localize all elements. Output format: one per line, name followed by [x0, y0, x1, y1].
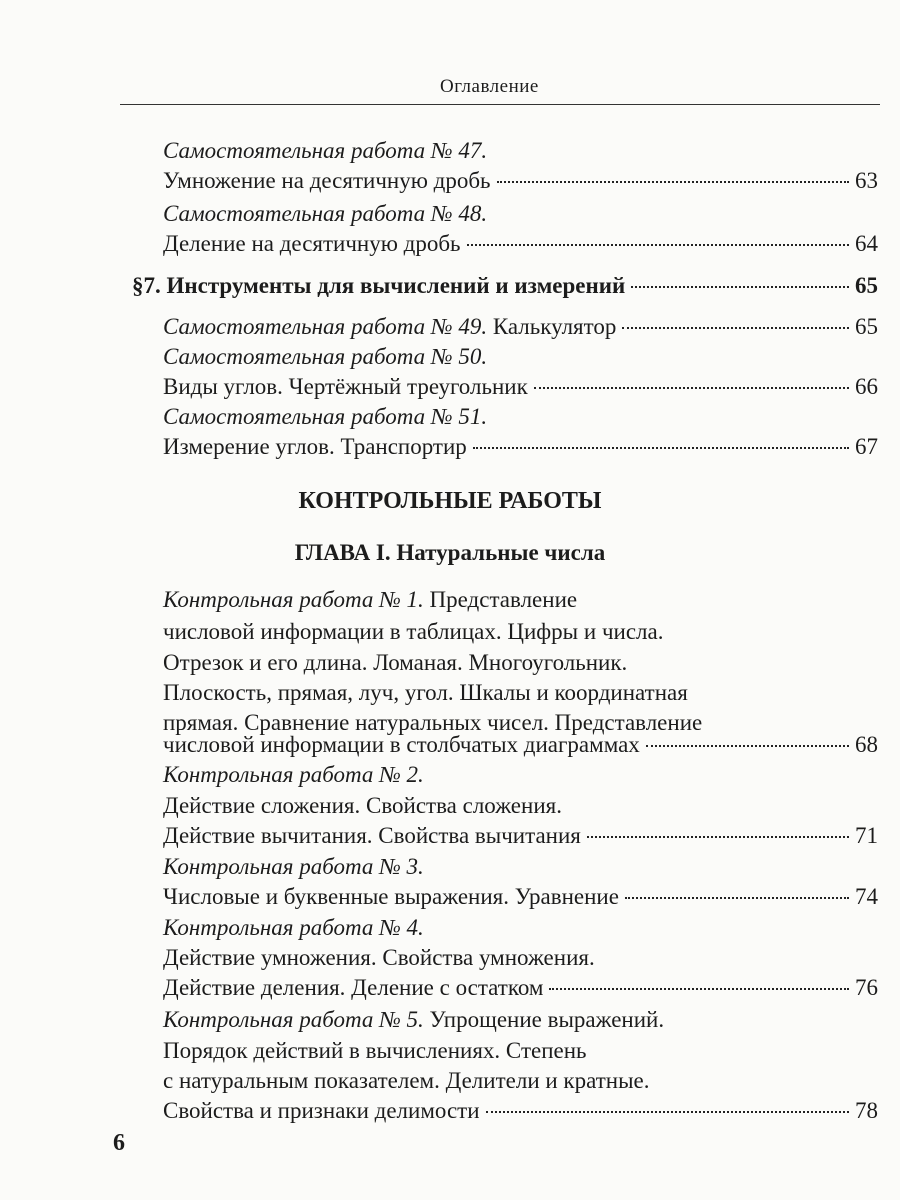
toc-entry-title: Действие деления. Деление с остатком: [163, 975, 544, 1000]
dot-leader: [467, 244, 849, 246]
chapter-title: ГЛАВА I. Натуральные числа: [294, 540, 606, 565]
toc-label: Самостоятельная работа № 47.: [163, 138, 488, 163]
toc-label: Самостоятельная работа № 48.: [163, 201, 488, 226]
page-ref: 63: [855, 168, 878, 193]
toc-label: Самостоятельная работа № 49.: [163, 314, 488, 339]
toc-entry-title: Свойства и признаки делимости: [163, 1098, 480, 1123]
toc-entry[interactable]: [163, 821, 878, 851]
dot-leader: [625, 897, 849, 899]
test-line: числовой информации в таблицах. Цифры и числа.: [163, 619, 664, 644]
toc-entry[interactable]: [163, 730, 878, 760]
dot-leader: [534, 387, 849, 389]
toc-entry[interactable]: [163, 166, 878, 196]
test-line: Порядок действий в вычислениях. Степень: [163, 1038, 587, 1063]
dot-leader: [622, 327, 849, 329]
page-ref: 65: [855, 314, 878, 339]
test-text: Упрощение выражений.: [423, 1007, 665, 1032]
page-ref: 76: [855, 975, 878, 1000]
toc-entry[interactable]: [163, 1096, 878, 1126]
toc-entry-title: Умножение на десятичную дробь: [163, 168, 491, 193]
test-line: прямая. Сравнение натуральных чисел. Представление: [163, 710, 703, 735]
test-line: Действие умножения. Свойства умножения.: [163, 945, 595, 970]
toc-entry-title: Действие вычитания. Свойства вычитания: [163, 823, 581, 848]
dot-leader: [486, 1111, 849, 1113]
dot-leader: [646, 745, 849, 747]
test-label: Контрольная работа № 5.: [163, 1007, 424, 1032]
dot-leader: [473, 447, 849, 449]
page-ref: 64: [855, 231, 878, 256]
section-title: КОНТРОЛЬНЫЕ РАБОТЫ: [298, 488, 602, 514]
test-label: Контрольная работа № 4.: [163, 915, 424, 940]
dot-leader: [631, 286, 849, 288]
toc-entry[interactable]: [163, 882, 878, 912]
test-line: с натуральным показателем. Делители и кратные.: [163, 1068, 650, 1093]
dot-leader: [549, 988, 849, 990]
test-label: Контрольная работа № 3.: [163, 854, 424, 879]
toc-entry-title: Виды углов. Чертёжный треугольник: [163, 374, 528, 399]
dot-leader: [497, 181, 849, 183]
test-line: [163, 1005, 664, 1035]
toc-label: Самостоятельная работа № 51.: [163, 404, 488, 429]
test-line: Действие сложения. Свойства сложения.: [163, 793, 562, 818]
page-ref: 74: [855, 884, 878, 909]
toc-entry[interactable]: [163, 372, 878, 402]
test-label: Контрольная работа № 2.: [163, 762, 424, 787]
page-ref: 67: [855, 434, 878, 459]
dot-leader: [587, 836, 849, 838]
test-text: Представление: [423, 587, 578, 612]
test-line: Отрезок и его длина. Ломаная. Многоугольник.: [163, 650, 628, 675]
toc-entry-title: Измерение углов. Транспортир: [163, 434, 467, 459]
page-number: 6: [113, 1130, 125, 1156]
toc-section-entry[interactable]: [132, 271, 878, 301]
toc-entry-title: Калькулятор: [487, 314, 617, 339]
test-line: Плоскость, прямая, луч, угол. Шкалы и координатная: [163, 680, 688, 705]
running-head: Оглавление: [440, 76, 539, 97]
page-ref: 65: [855, 273, 878, 298]
test-line: [163, 585, 577, 615]
page-ref: 68: [855, 732, 878, 757]
toc-entry-title: Числовые и буквенные выражения. Уравнение: [163, 884, 619, 909]
toc-entry[interactable]: [163, 312, 878, 342]
toc-entry[interactable]: [163, 973, 878, 1003]
toc-entry-title: числовой информации в столбчатых диаграммах: [163, 732, 640, 757]
toc-entry-title: Деление на десятичную дробь: [163, 231, 461, 256]
page-ref: 66: [855, 374, 878, 399]
toc-entry[interactable]: [163, 432, 878, 462]
toc-entry[interactable]: [163, 229, 878, 259]
toc-entry-title: §7. Инструменты для вычислений и измерений: [132, 273, 626, 298]
page-ref: 71: [855, 823, 878, 848]
test-label: Контрольная работа № 1.: [163, 587, 424, 612]
header-rule: [120, 104, 880, 105]
page-ref: 78: [855, 1098, 878, 1123]
toc-label: Самостоятельная работа № 50.: [163, 344, 488, 369]
